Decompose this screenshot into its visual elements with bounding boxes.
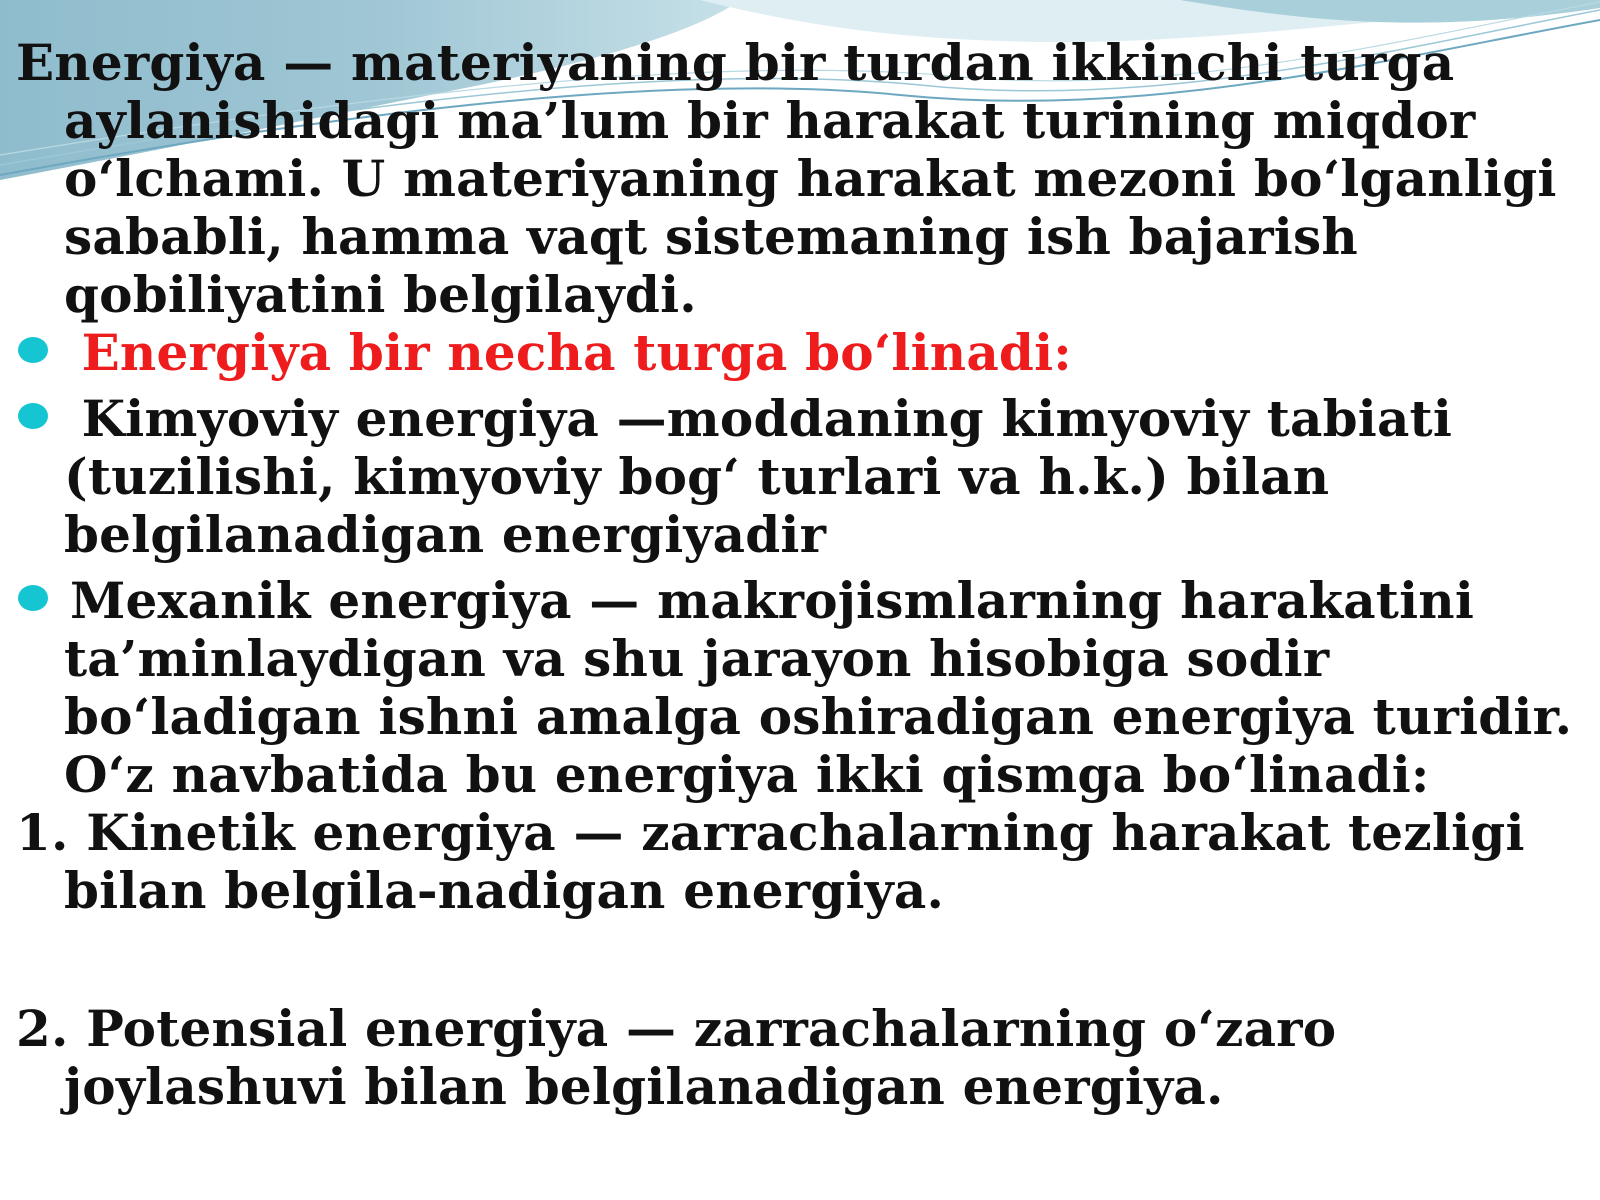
intro-paragraph: Energiya — materiyaning bir turdan ikkinchi turga aylanishidagi ma’lum bir harakat turining miqdor o‘lchami. U materiyaning harakat mezoni bo‘lganligi sababli, hamma vaqt sistemaning ish bajarish qobiliyatini belgilaydi. <box>16 33 1557 324</box>
bullet-text: Kimyoviy energiya —moddaning kimyoviy tabiati (tuzilishi, kimyoviy bog‘ turlari va h.k.) bilan belgilanadigan energiyadir <box>64 389 1470 564</box>
slide-body <box>16 34 1590 1116</box>
numbered-item: 2. Potensial energiya — zarrachalarning o‘zaro joylashuvi bilan belgilanadigan energiya. <box>16 999 1337 1116</box>
bullet-item <box>16 324 1590 382</box>
bullet-item <box>16 572 1590 804</box>
bullet-dot-icon <box>18 403 48 429</box>
bullet-item <box>16 390 1590 564</box>
numbered-item: 1. Kinetik energiya — zarrachalarning harakat tezligi bilan belgila-nadigan energiya. <box>16 803 1525 920</box>
bullet-text: Mexanik energiya — makrojismlarning harakatini ta’minlaydigan va shu jarayon hisobiga sodir bo‘ladigan ishni amalga oshiradigan energiya turidir. O‘z navbatida bu energiya ikki qismga bo‘linadi: <box>64 571 1573 804</box>
bullet-dot-icon <box>18 337 48 363</box>
bullet-text-heading: Energiya bir necha turga bo‘linadi: <box>64 323 1072 382</box>
bullet-dot-icon <box>18 585 48 611</box>
spacer <box>16 920 1590 1000</box>
